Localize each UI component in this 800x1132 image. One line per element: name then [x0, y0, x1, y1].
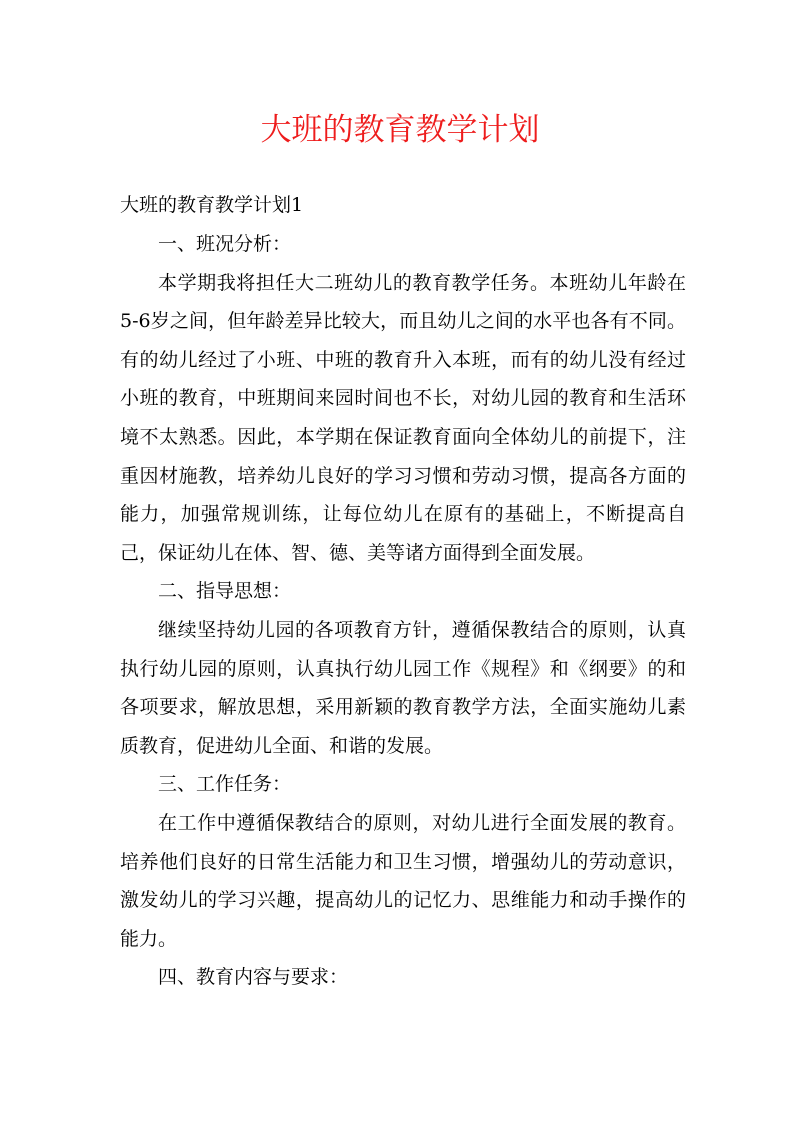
- paragraph-work-tasks: 在工作中遵循保教结合的原则，对幼儿进行全面发展的教育。培养他们良好的日常生活能力和卫生习惯，增强幼儿的劳动意识，激发幼儿的学习兴趣，提高幼儿的记忆力、思维能力和动手操作的能力。: [120, 811, 686, 950]
- section-heading-guiding-ideology: 二、指导思想：: [158, 580, 292, 603]
- document-body: [120, 225, 686, 997]
- document-subtitle: 大班的教育教学计划1: [120, 194, 304, 216]
- paragraph-guiding-ideology: 继续坚持幼儿园的各项教育方针，遵循保教结合的原则，认真执行幼儿园的原则，认真执行幼儿园工作《规程》和《纲要》的和各项要求，解放思想，采用新颖的教育教学方法，全面实施幼儿素质教育，促进幼儿全面、和谐的发展。: [120, 618, 686, 757]
- document-title: 大班的教育教学计划: [260, 112, 540, 148]
- section-heading-work-tasks: 三、工作任务：: [158, 773, 292, 796]
- paragraph-class-analysis: 本学期我将担任大二班幼儿的教育教学任务。本班幼儿年龄在5-6岁之间，但年龄差异比较大，而且幼儿之间的水平也各有不同。有的幼儿经过了小班、中班的教育升入本班，而有的幼儿没有经过小班的教育，中班期间来园时间也不长，对幼儿园的教育和生活环境不太熟悉。因此，本学期在保证教育面向全体幼儿的前提下，注重因材施教，培养幼儿良好的学习习惯和劳动习惯，提高各方面的能力，加强常规训练，让每位幼儿在原有的基础上，不断提高自己，保证幼儿在体、智、德、美等诸方面得到全面发展。: [120, 271, 686, 564]
- section-heading-class-analysis: 一、班况分析：: [158, 233, 292, 255]
- section-heading-content-requirements: 四、教育内容与要求：: [158, 966, 349, 989]
